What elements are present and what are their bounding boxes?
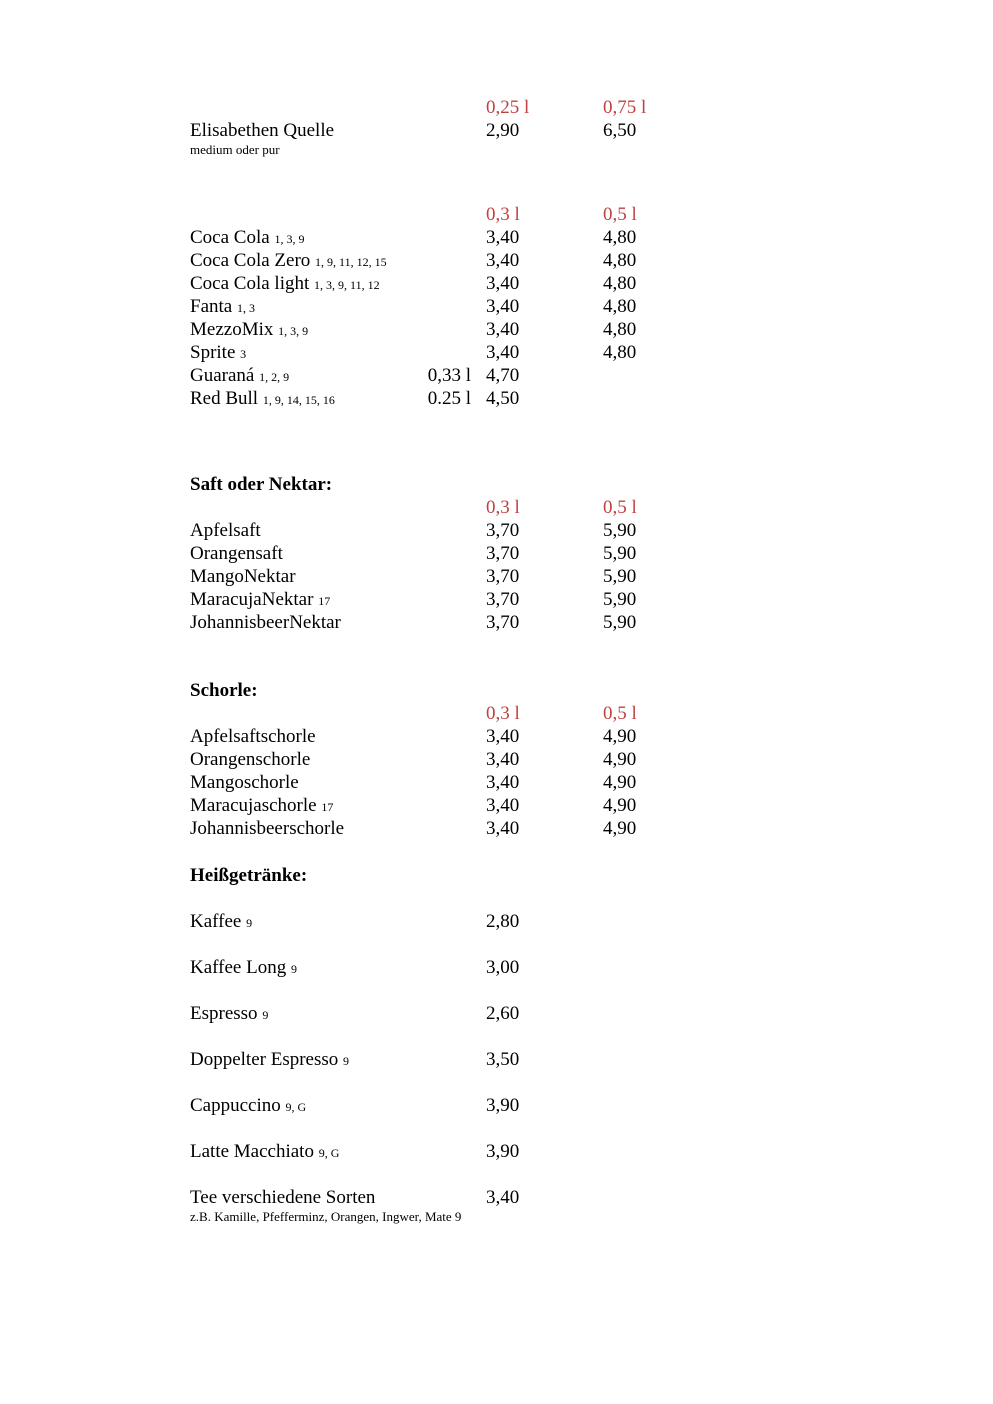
item-footnotes: 1, 9, 11, 12, 15 bbox=[315, 255, 387, 269]
menu-item bbox=[0, 956, 993, 979]
item-note: medium oder pur bbox=[190, 142, 280, 157]
item-name: Red Bull 1, 9, 14, 15, 16 bbox=[190, 388, 335, 409]
item-name: Guaraná 1, 2, 9 bbox=[190, 365, 290, 386]
item-footnotes: 17 bbox=[318, 594, 331, 608]
menu-item bbox=[0, 226, 993, 249]
size-column-label: 0,5 l bbox=[603, 497, 637, 518]
item-price-large: 4,90 bbox=[603, 772, 637, 793]
item-price-large: 4,80 bbox=[603, 250, 637, 271]
item-price-large: 4,90 bbox=[603, 726, 637, 747]
item-price-large: 4,80 bbox=[603, 342, 637, 363]
menu-item bbox=[0, 272, 993, 295]
item-name: Apfelsaft bbox=[190, 520, 261, 541]
item-price-large: 5,90 bbox=[603, 612, 637, 633]
item-price-small: 3,40 bbox=[486, 250, 520, 271]
item-name: MangoNektar bbox=[190, 566, 296, 587]
item-name: Johannisbeerschorle bbox=[190, 818, 345, 839]
menu-item bbox=[0, 519, 993, 542]
item-footnotes: 17 bbox=[321, 800, 334, 814]
item-footnotes: 1, 2, 9 bbox=[259, 370, 290, 384]
section-title: Schorle: bbox=[190, 680, 258, 701]
size-header-row bbox=[0, 496, 993, 519]
menu-item bbox=[0, 611, 993, 634]
size-header-row bbox=[0, 96, 993, 119]
item-footnotes: 9 bbox=[290, 962, 297, 976]
item-name: Orangenschorle bbox=[190, 749, 311, 770]
item-name: Coca Cola 1, 3, 9 bbox=[190, 227, 305, 248]
item-footnotes: 9 bbox=[246, 916, 253, 930]
item-footnotes: 1, 9, 14, 15, 16 bbox=[262, 393, 335, 407]
item-name: Tee verschiedene Sorten bbox=[190, 1187, 376, 1208]
item-price-large: 5,90 bbox=[603, 589, 637, 610]
menu-item bbox=[0, 364, 993, 387]
item-name: Sprite 3 bbox=[190, 342, 247, 363]
menu-item bbox=[0, 771, 993, 794]
item-price-large: 6,50 bbox=[603, 120, 637, 141]
item-price-small: 3,40 bbox=[486, 319, 520, 340]
item-price-small: 3,40 bbox=[486, 772, 520, 793]
item-serving-size: 0.25 l bbox=[427, 388, 471, 409]
item-footnotes: 1, 3 bbox=[236, 301, 255, 315]
item-price-small: 4,70 bbox=[486, 365, 520, 386]
menu-item bbox=[0, 387, 993, 410]
item-name: Cappuccino 9, G bbox=[190, 1095, 307, 1116]
menu-item bbox=[0, 1094, 993, 1117]
item-price-small: 3,70 bbox=[486, 543, 520, 564]
menu-item bbox=[0, 794, 993, 817]
item-price-small: 3,90 bbox=[486, 1141, 520, 1162]
section-saft-oder-nektar bbox=[0, 473, 993, 634]
item-name: Mangoschorle bbox=[190, 772, 299, 793]
item-name: Kaffee 9 bbox=[190, 911, 253, 932]
item-price-small: 3,40 bbox=[486, 273, 520, 294]
item-price-small: 2,60 bbox=[486, 1003, 520, 1024]
item-price-large: 4,80 bbox=[603, 227, 637, 248]
item-price-small: 3,40 bbox=[486, 726, 520, 747]
item-price-small: 3,70 bbox=[486, 566, 520, 587]
item-price-small: 3,90 bbox=[486, 1095, 520, 1116]
item-name: Maracujaschorle 17 bbox=[190, 795, 334, 816]
size-column-label: 0,3 l bbox=[486, 497, 520, 518]
size-column-label: 0,75 l bbox=[603, 97, 647, 118]
item-price-small: 3,40 bbox=[486, 296, 520, 317]
item-price-large: 5,90 bbox=[603, 566, 637, 587]
menu-item bbox=[0, 588, 993, 611]
item-price-small: 3,40 bbox=[486, 818, 520, 839]
menu-item bbox=[0, 341, 993, 364]
item-price-small: 2,80 bbox=[486, 911, 520, 932]
menu-item bbox=[0, 249, 993, 272]
item-price-small: 3,70 bbox=[486, 612, 520, 633]
item-price-small: 3,40 bbox=[486, 227, 520, 248]
item-name: Apfelsaftschorle bbox=[190, 726, 316, 747]
item-price-small: 3,40 bbox=[486, 749, 520, 770]
item-name: Elisabethen Quelle bbox=[190, 120, 335, 141]
item-serving-size: 0,33 l bbox=[427, 365, 471, 386]
item-name: JohannisbeerNektar bbox=[190, 612, 341, 633]
menu-item bbox=[0, 725, 993, 748]
section-heissgetraenke bbox=[0, 864, 993, 1227]
item-price-large: 4,90 bbox=[603, 818, 637, 839]
item-name: Latte Macchiato 9, G bbox=[190, 1141, 340, 1162]
item-note: z.B. Kamille, Pfefferminz, Orangen, Ingwer, Mate 9 bbox=[190, 1209, 462, 1224]
item-price-small: 3,70 bbox=[486, 589, 520, 610]
item-name: Espresso 9 bbox=[190, 1003, 269, 1024]
menu-item bbox=[0, 119, 993, 142]
item-price-small: 3,70 bbox=[486, 520, 520, 541]
section-title: Heißgetränke: bbox=[190, 865, 308, 886]
item-name: Kaffee Long 9 bbox=[190, 957, 297, 978]
item-footnotes: 9 bbox=[343, 1054, 350, 1068]
size-header-row bbox=[0, 702, 993, 725]
item-footnotes: 1, 3, 9 bbox=[278, 324, 309, 338]
menu-item bbox=[0, 1048, 993, 1071]
item-footnotes: 1, 3, 9, 11, 12 bbox=[314, 278, 380, 292]
item-price-small: 3,40 bbox=[486, 795, 520, 816]
item-name: Fanta 1, 3 bbox=[190, 296, 255, 317]
item-price-large: 4,80 bbox=[603, 273, 637, 294]
item-name: MezzoMix 1, 3, 9 bbox=[190, 319, 309, 340]
item-name: Coca Cola Zero 1, 9, 11, 12, 15 bbox=[190, 250, 387, 271]
size-column-label: 0,5 l bbox=[603, 204, 637, 225]
menu-item bbox=[0, 1002, 993, 1025]
item-name: Doppelter Espresso 9 bbox=[190, 1049, 350, 1070]
menu-item bbox=[0, 1140, 993, 1163]
item-price-small: 4,50 bbox=[486, 388, 520, 409]
item-price-large: 4,90 bbox=[603, 749, 637, 770]
menu-item bbox=[0, 542, 993, 565]
menu-item bbox=[0, 817, 993, 840]
menu-item bbox=[0, 318, 993, 341]
size-column-label: 0,5 l bbox=[603, 703, 637, 724]
item-footnotes: 9, G bbox=[285, 1100, 307, 1114]
menu bbox=[0, 96, 993, 1227]
item-footnotes: 3 bbox=[240, 347, 247, 361]
item-price-large: 4,80 bbox=[603, 296, 637, 317]
item-price-small: 3,50 bbox=[486, 1049, 520, 1070]
section-schorle bbox=[0, 679, 993, 840]
item-price-small: 2,90 bbox=[486, 120, 520, 141]
section-title: Saft oder Nektar: bbox=[190, 474, 333, 495]
item-price-large: 4,90 bbox=[603, 795, 637, 816]
item-price-large: 4,80 bbox=[603, 319, 637, 340]
menu-item bbox=[0, 1186, 993, 1209]
menu-item bbox=[0, 910, 993, 933]
item-name: Coca Cola light 1, 3, 9, 11, 12 bbox=[190, 273, 380, 294]
item-price-small: 3,40 bbox=[486, 1187, 520, 1208]
item-price-large: 5,90 bbox=[603, 520, 637, 541]
item-price-small: 3,00 bbox=[486, 957, 520, 978]
menu-item bbox=[0, 748, 993, 771]
menu-item bbox=[0, 565, 993, 588]
item-footnotes: 9 bbox=[262, 1008, 269, 1022]
item-footnotes: 1, 3, 9 bbox=[274, 232, 305, 246]
size-column-label: 0,25 l bbox=[486, 97, 530, 118]
size-column-label: 0,3 l bbox=[486, 703, 520, 724]
item-name: MaracujaNektar 17 bbox=[190, 589, 331, 610]
menu-item bbox=[0, 295, 993, 318]
size-column-label: 0,3 l bbox=[486, 204, 520, 225]
item-footnotes: 9, G bbox=[318, 1146, 340, 1160]
item-price-large: 5,90 bbox=[603, 543, 637, 564]
item-price-small: 3,40 bbox=[486, 342, 520, 363]
item-name: Orangensaft bbox=[190, 543, 283, 564]
section-softdrinks bbox=[0, 203, 993, 410]
section-mineralwasser bbox=[0, 96, 993, 160]
size-header-row bbox=[0, 203, 993, 226]
